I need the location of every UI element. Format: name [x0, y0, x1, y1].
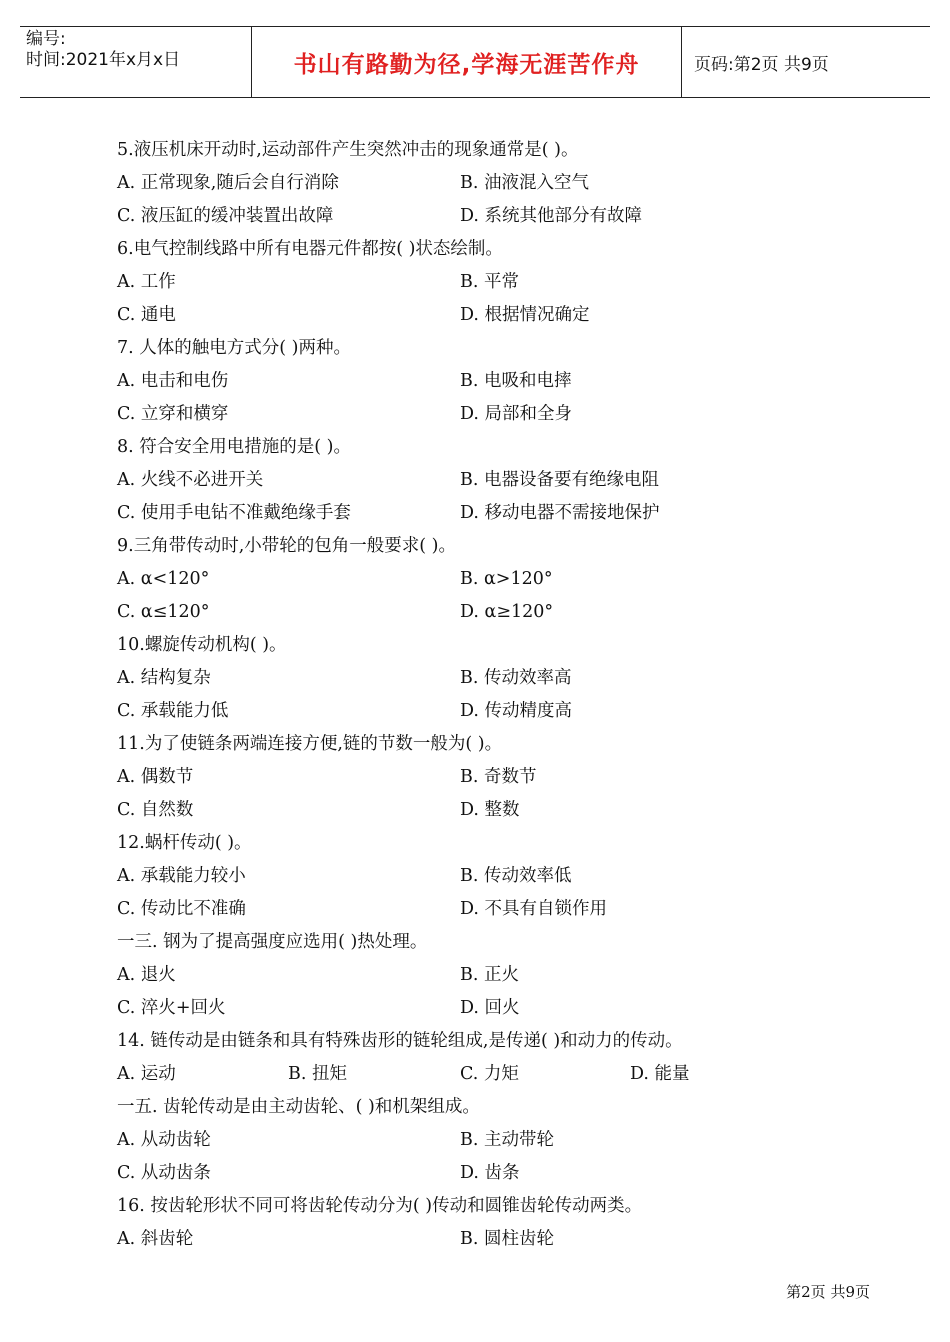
option-row [117, 1223, 877, 1256]
page-header [20, 26, 930, 98]
option-d: D. 局部和全身 [460, 404, 573, 424]
option-a: A. 电击和电伤 [117, 371, 229, 391]
header-motto: 书山有路勤为径,学海无涯苦作舟 [252, 27, 682, 97]
option-c: C. 力矩 [460, 1064, 519, 1084]
option-row [117, 695, 877, 728]
question [117, 1091, 877, 1190]
option-d: D. 能量 [630, 1064, 690, 1084]
option-b: B. 电器设备要有绝缘电阻 [460, 470, 659, 490]
option-row [117, 1124, 877, 1157]
question-stem: 11.为了使链条两端连接方便,链的节数一般为( )。 [117, 734, 503, 754]
question-stem: 8. 符合安全用电措施的是( )。 [117, 437, 351, 457]
option-a: A. 结构复杂 [117, 668, 211, 688]
option-row [117, 761, 877, 794]
option-row [117, 398, 877, 431]
option-a: A. 工作 [117, 272, 176, 292]
number-label: 编号: [26, 29, 66, 49]
question-stem: 一五. 齿轮传动是由主动齿轮、( )和机架组成。 [117, 1097, 480, 1117]
option-c: C. 传动比不准确 [117, 899, 246, 919]
option-a: A. 运动 [117, 1064, 176, 1084]
option-c: C. 从动齿条 [117, 1163, 211, 1183]
page-footer: 第2页 共9页 [786, 1283, 870, 1301]
question-stem: 6.电气控制线路中所有电器元件都按( )状态绘制。 [117, 239, 503, 259]
option-a: A. α<120° [117, 569, 210, 589]
header-page-label: 页码:第2页 共9页 [694, 54, 829, 75]
option-row [117, 893, 877, 926]
option-a: A. 斜齿轮 [117, 1229, 194, 1249]
option-row [117, 365, 877, 398]
option-row [117, 200, 877, 233]
question-stem: 一三. 钢为了提高强度应选用( )热处理。 [117, 932, 428, 952]
option-c: C. α≤120° [117, 602, 210, 622]
option-a: A. 正常现象,随后会自行消除 [117, 173, 339, 193]
option-d: D. 不具有自锁作用 [460, 899, 608, 919]
question [117, 431, 877, 530]
option-b: B. α>120° [460, 569, 553, 589]
option-b: B. 平常 [460, 272, 519, 292]
option-b: B. 主动带轮 [460, 1130, 554, 1150]
question [117, 926, 877, 1025]
question [117, 728, 877, 827]
option-b: B. 扭矩 [288, 1064, 347, 1084]
option-row [117, 662, 877, 695]
question-block [117, 134, 877, 1025]
question-block [117, 1091, 877, 1190]
option-row [117, 860, 877, 893]
option-row [117, 596, 877, 629]
question-stem: 12.蜗杆传动( )。 [117, 833, 252, 853]
option-row [117, 464, 877, 497]
option-b: B. 油液混入空气 [460, 173, 589, 193]
option-b: B. 传动效率低 [460, 866, 572, 886]
option-d: D. 整数 [460, 800, 520, 820]
option-c: C. 液压缸的缓冲装置出故障 [117, 206, 334, 226]
option-d: D. 齿条 [460, 1163, 520, 1183]
question-stem: 5.液压机床开动时,运动部件产生突然冲击的现象通常是( )。 [117, 140, 579, 160]
question-stem: 7. 人体的触电方式分( )两种。 [117, 338, 351, 358]
question [117, 233, 877, 332]
option-row [117, 959, 877, 992]
option-d: D. α≥120° [460, 602, 554, 622]
option-b: B. 传动效率高 [460, 668, 572, 688]
question-stem: 14. 链传动是由链条和具有特殊齿形的链轮组成,是传递( )和动力的传动。 [117, 1031, 683, 1051]
question [117, 530, 877, 629]
question-list [117, 134, 877, 1256]
question [117, 827, 877, 926]
question-stem: 16. 按齿轮形状不同可将齿轮传动分为( )传动和圆锥齿轮传动两类。 [117, 1196, 643, 1216]
question [117, 332, 877, 431]
option-a: A. 退火 [117, 965, 176, 985]
option-row [117, 563, 877, 596]
question-16 [117, 1190, 877, 1256]
question-14 [117, 1025, 877, 1091]
option-row [117, 992, 877, 1025]
option-d: D. 根据情况确定 [460, 305, 590, 325]
option-c: C. 使用手电钻不准戴绝缘手套 [117, 503, 351, 523]
option-b: B. 正火 [460, 965, 519, 985]
question-stem: 9.三角带传动时,小带轮的包角一般要求( )。 [117, 536, 456, 556]
option-row [117, 167, 877, 200]
option-b: B. 奇数节 [460, 767, 537, 787]
question-stem: 10.螺旋传动机构( )。 [117, 635, 287, 655]
option-c: C. 承载能力低 [117, 701, 229, 721]
option-b: B. 电吸和电摔 [460, 371, 572, 391]
option-d: D. 系统其他部分有故障 [460, 206, 643, 226]
option-d: D. 回火 [460, 998, 520, 1018]
option-row [117, 1058, 877, 1091]
time-label: 时间:2021年x月x日 [26, 50, 181, 70]
option-b: B. 圆柱齿轮 [460, 1229, 554, 1249]
option-c: C. 淬火+回火 [117, 998, 226, 1018]
option-d: D. 传动精度高 [460, 701, 573, 721]
question [117, 134, 877, 233]
option-c: C. 自然数 [117, 800, 194, 820]
option-d: D. 移动电器不需接地保护 [460, 503, 660, 523]
option-a: A. 火线不必进开关 [117, 470, 264, 490]
option-c: C. 通电 [117, 305, 176, 325]
option-a: A. 承载能力较小 [117, 866, 246, 886]
option-row [117, 1157, 877, 1190]
option-c: C. 立穿和横穿 [117, 404, 229, 424]
question [117, 629, 877, 728]
option-row [117, 497, 877, 530]
option-a: A. 偶数节 [117, 767, 194, 787]
option-row [117, 266, 877, 299]
header-meta [20, 27, 252, 97]
option-row [117, 794, 877, 827]
option-row [117, 299, 877, 332]
option-a: A. 从动齿轮 [117, 1130, 211, 1150]
